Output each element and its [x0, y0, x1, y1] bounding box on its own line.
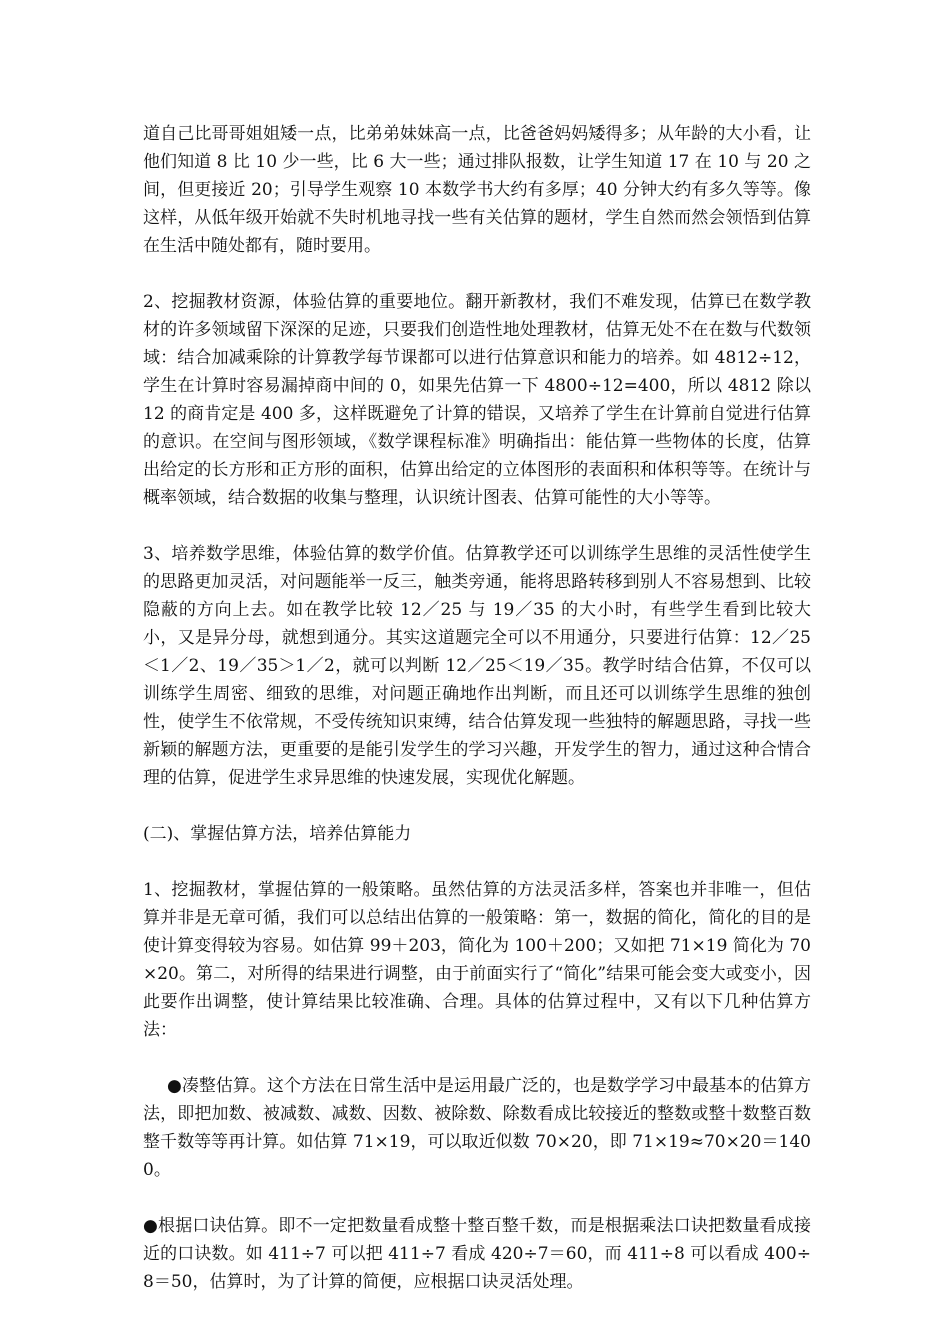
bullet-rounding-estimation: ●凑整估算。这个方法在日常生活中是运用最广泛的，也是数学学习中最基本的估算方法，即把加数、被减数、减数、因数、被除数、除数看成比较接近的整数或整十数整百数整千数等等再计算。如估算 71×19，可以取近似数 70×20，即 71×19≈70×20＝1400。 — [143, 1076, 811, 1180]
document-body — [143, 120, 811, 1324]
section-heading-estimation-methods: (二)、掌握估算方法，培养估算能力 — [143, 824, 412, 844]
paragraph-general-strategy: 1、挖掘教材，掌握估算的一般策略。虽然估算的方法灵活多样，答案也并非唯一，但估算并非是无章可循，我们可以总结出估算的一般策略：第一，数据的简化，简化的目的是使计算变得较为容易。如估算 99＋203，简化为 100＋200；又如把 71×19 简化为 70×20。第二，对所得的结果进行调整，由于前面实行了“简化”结果可能会变大或变小，因此要作出调整，使计算结果比较准确、合理。具体的估算过程中，又有以下几种估算方法： — [143, 880, 811, 1040]
paragraph-textbook-resources: 2、挖掘教材资源，体验估算的重要地位。翻开新教材，我们不难发现，估算已在数学教材的许多领域留下深深的足迹，只要我们创造性地处理教材，估算无处不在在数与代数领域：结合加减乘除的计算教学每节课都可以进行估算意识和能力的培养。如 4812÷12，学生在计算时容易漏掉商中间的 0，如果先估算一下 4800÷12=400，所以 4812 除以 12 的商肯定是 400 多，这样既避免了计算的错误，又培养了学生在计算前自觉进行估算的意识。在空间与图形领域，《数学课程标准》明确指出：能估算一些物体的长度，估算出给定的长方形和正方形的面积，估算出给定的立体图形的表面积和体积等等。在统计与概率领域，结合数据的收集与整理，认识统计图表、估算可能性的大小等等。 — [143, 292, 811, 508]
paragraph-life-estimation: 道自己比哥哥姐姐矮一点，比弟弟妹妹高一点，比爸爸妈妈矮得多；从年龄的大小看，让他们知道 8 比 10 少一些，比 6 大一些；通过排队报数，让学生知道 17 在 10 与 20 之间，但更接近 20；引导学生观察 10 本数学书大约有多厚；40 分钟大约有多久等等。像这样，从低年级开始就不失时机地寻找一些有关估算的题材，学生自然而然会领悟到估算在生活中随处都有，随时要用。 — [143, 124, 811, 256]
paragraph-math-thinking: 3、培养数学思维，体验估算的数学价值。估算教学还可以训练学生思维的灵活性使学生的思路更加灵活，对问题能举一反三，触类旁通，能将思路转移到别人不容易想到、比较隐蔽的方向上去。如在教学比较 12／25 与 19／35 的大小时，有些学生看到比较大小，又是异分母，就想到通分。其实这道题完全可以不用通分，只要进行估算：12／25＜1／2、19／35＞1／2，就可以判断 12／25＜19／35。教学时结合估算，不仅可以训练学生周密、细致的思维，对问题正确地作出判断，而且还可以训练学生思维的独创性，使学生不依常规，不受传统知识束缚，结合估算发现一些独特的解题思路，寻找一些新颖的解题方法，更重要的是能引发学生的学习兴趣，开发学生的智力，通过这种合情合理的估算，促进学生求异思维的快速发展，实现优化解题。 — [143, 544, 811, 788]
bullet-multiplication-table-estimation: ●根据口诀估算。即不一定把数量看成整十整百整千数，而是根据乘法口诀把数量看成接近的口诀数。如 411÷7 可以把 411÷7 看成 420÷7＝60，而 411÷8 可以看成 400÷8＝50，估算时，为了计算的简便，应根据口诀灵活处理。 — [143, 1216, 811, 1292]
